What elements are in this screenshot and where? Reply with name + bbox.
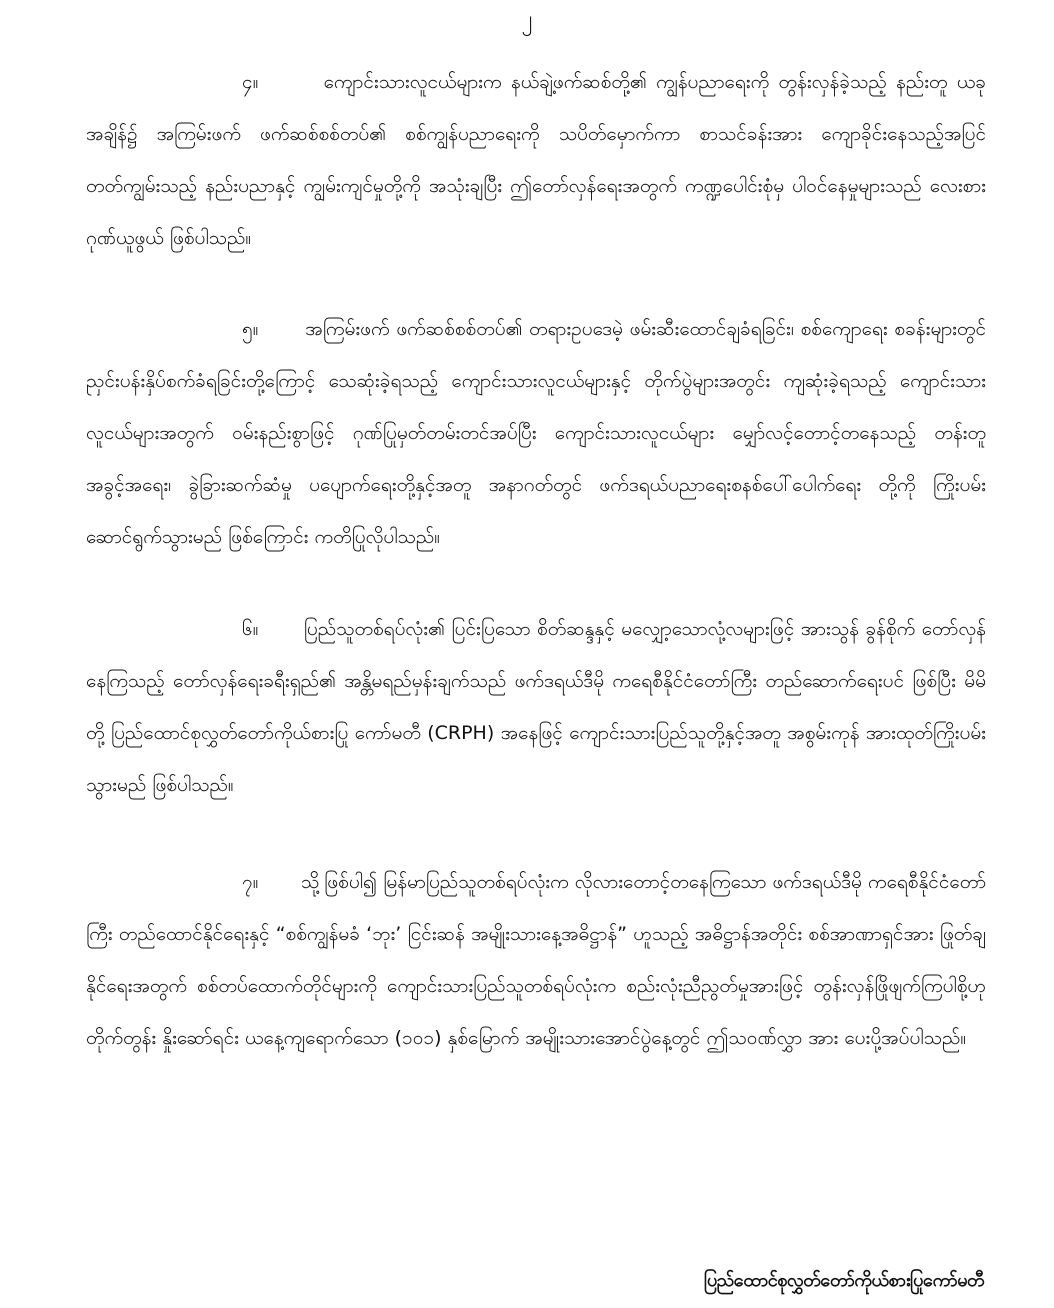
paragraph-4 (86, 56, 986, 264)
paragraph-number: ၆။ (242, 618, 259, 640)
paragraph-6 (86, 603, 986, 811)
paragraph-number: ၅။ (242, 318, 259, 340)
paragraph-5 (86, 303, 986, 563)
paragraph-text: ကျောင်းသားလူငယ်များက နယ်ချဲ့ဖက်ဆစ်တို့၏ ကျွန်ပညာရေးကို တွန်းလှန်ခဲ့သည့် နည်းတူ ယခုအချိန်၌ အကြမ်းဖက် ဖက်ဆစ်စစ်တပ်၏ စစ်ကျွန်ပညာရေးကို သပိတ်မှောက်ကာ စာသင်ခန်းအား ကျောခိုင်းနေသည့်အပြင် တတ်ကျွမ်းသည့် နည်းပညာနှင့် ကျွမ်းကျင်မှုတို့ကို အသုံးချပြီး ဤတော်လှန်ရေးအတွက် ကဏ္ဍပေါင်းစုံမှ ပါဝင်နေမှုများသည် လေးစားဂုဏ်ယူဖွယ် ဖြစ်ပါသည်။ (86, 71, 986, 249)
paragraph-text: သို့ဖြစ်ပါ၍ မြန်မာပြည်သူတစ်ရပ်လုံးက လိုလားတောင့်တနေကြသော ဖက်ဒရယ်ဒီမို ကရေစီနိုင်ငံတော်ကြီး တည်ထောင်နိုင်ရေးနှင့် “စစ်ကျွန်မခံ ‘ဘုး’ ငြင်းဆန် အမျိုးသားနေ့အဓိဋ္ဌာန်” ဟူသည့် အဓိဋ္ဌာန်အတိုင်း စစ်အာဏာရှင်အား ဖြုတ်ချနိုင်ရေးအတွက် စစ်တပ်ထောက်တိုင်များကို ကျောင်းသားပြည်သူတစ်ရပ်လုံးက စည်းလုံးညီညွတ်မှုအားဖြင့် တွန်းလှန်ဖြိုဖျက်ကြပါစို့ဟု တိုက်တွန်း နှိုးဆော်ရင်း ယနေ့ကျရောက်သော (၁၀၁) နှစ်မြောက် အမျိုးသားအောင်ပွဲနေ့တွင် ဤသဝဏ်လွှာ အား ပေးပို့အပ်ပါသည်။ (86, 871, 987, 1049)
paragraph-number: ၇။ (242, 871, 259, 893)
signature: ပြည်ထောင်စုလွှတ်တော်ကိုယ်စားပြုကော်မတီ (703, 1270, 984, 1291)
paragraph-text: အကြမ်းဖက် ဖက်ဆစ်စစ်တပ်၏ တရားဥပဒေမဲ့ ဖမ်းဆီးထောင်ချခံရခြင်း၊ စစ်ကျောရေး စခန်းများတွင် ညှင်းပန်းနှိပ်စက်ခံရခြင်းတို့ကြောင့် သေဆုံးခဲ့ရသည့် ကျောင်းသားလူငယ်များနှင့် တိုက်ပွဲများအတွင်း ကျဆုံးခဲ့ရသည့် ကျောင်းသားလူငယ်များအတွက် ဝမ်းနည်းစွာဖြင့် ဂုဏ်ပြုမှတ်တမ်းတင်အပ်ပြီး ကျောင်းသားလူငယ်များ မျှော်လင့်တောင့်တနေသည့် တန်းတူအခွင့်အရေး၊ ခွဲခြားဆက်ဆံမှု ပပျောက်ရေးတို့နှင့်အတူ အနာဂတ်တွင် ဖက်ဒရယ်ပညာရေးစနစ်ပေါ်ပေါက်ရေး တို့ကို ကြိုးပမ်းဆောင်ရွက်သွားမည် ဖြစ်ကြောင်း ကတိပြုလိုပါသည်။ (86, 318, 986, 548)
page-number: ၂ (521, 7, 533, 32)
paragraph-number: ၄။ (242, 71, 259, 93)
paragraph-7 (86, 856, 986, 1064)
paragraph-text: ပြည်သူတစ်ရပ်လုံး၏ ပြင်းပြသော စိတ်ဆန္ဒနှင့် မလျှော့သောလုံ့လများဖြင့် အားသွန် ခွန်စိုက် တော်လှန်နေကြသည့် တော်လှန်ရေးခရီးရှည်၏ အန္တိမရည်မှန်းချက်သည် ဖက်ဒရယ်ဒီမို ကရေစီနိုင်ငံတော်ကြီး တည်ဆောက်ရေးပင် ဖြစ်ပြီး မိမိတို့ ပြည်ထောင်စုလွှတ်တော်ကိုယ်စားပြု ကော်မတီ (CRPH) အနေဖြင့် ကျောင်းသားပြည်သူတို့နှင့်အတူ အစွမ်းကုန် အားထုတ်ကြိုးပမ်း သွားမည် ဖြစ်ပါသည်။ (86, 618, 986, 796)
